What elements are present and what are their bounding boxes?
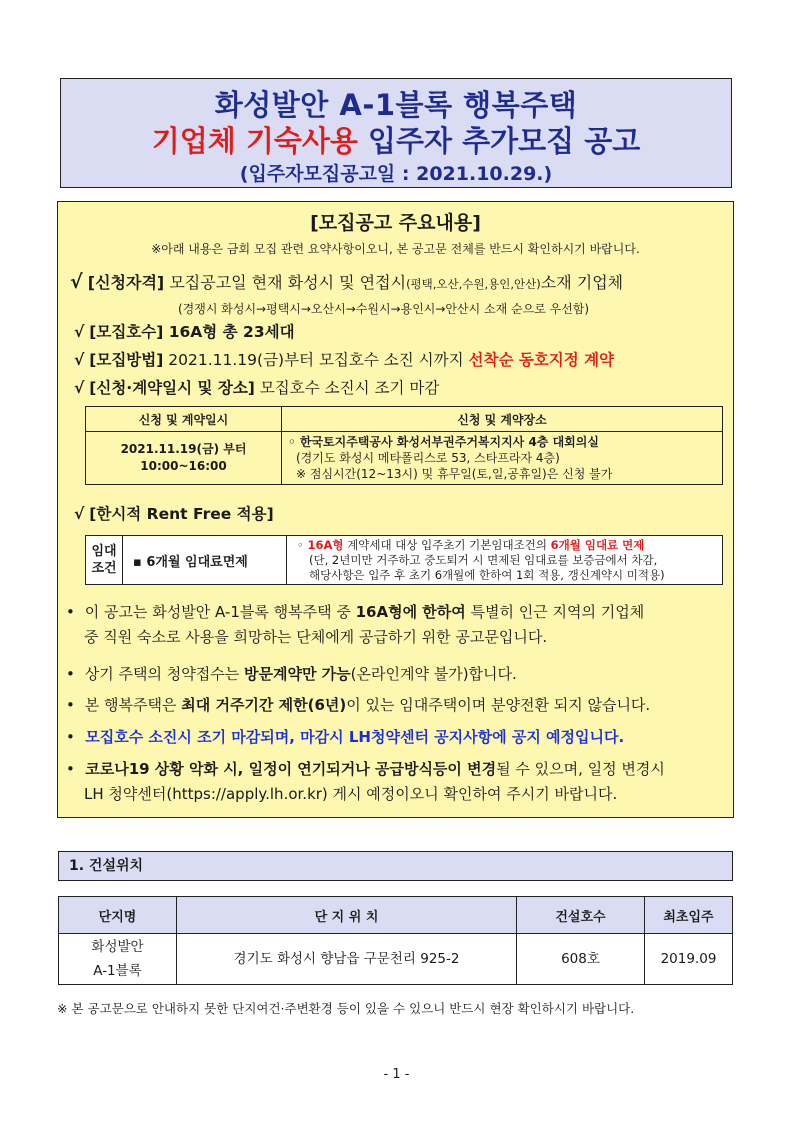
rent-condition-line-1: 임대 <box>91 544 117 559</box>
rent-free-label: [한시적 Rent Free 적용] <box>89 505 274 523</box>
complex-first-move-in: 2019.09 <box>645 934 733 985</box>
rent-free-table <box>85 535 723 585</box>
title-line-1: 화성발안 A-1블록 행복주택 <box>214 88 578 122</box>
rent-detail-line-2: (단, 2년미만 거주하고 중도퇴거 시 면제된 임대료를 보증금에서 차감, <box>309 552 658 567</box>
location-header-name: 단지명 <box>59 897 177 934</box>
bullet-item-4 <box>66 725 728 750</box>
bullet-dot: • <box>66 696 75 714</box>
schedule-date: 2021.11.19(금) 부터 <box>120 442 247 456</box>
schedule-place-text: 모집호수 소진시 조기 마감 <box>254 379 440 397</box>
schedule-place-address: (경기도 화성시 메타폴리스로 53, 스타프라자 4층) <box>296 451 560 465</box>
bullet-2-bold: 방문계약만 가능 <box>243 665 351 683</box>
location-header-units: 건설호수 <box>517 897 645 934</box>
location-header-address: 단 지 위 치 <box>177 897 517 934</box>
bullet-5-text-end: 될 수 있으며, 일정 변경시 <box>496 760 665 778</box>
check-mark: √ <box>74 379 85 397</box>
bullet-1-text: 이 공고는 화성발안 A-1블록 행복주택 중 <box>80 603 356 621</box>
bullet-3-bold: 최대 거주기간 제한(6년) <box>181 696 347 714</box>
bullet-4-text: 모집호수 소진시 조기 마감되며, 마감시 LH청약센터 공지사항에 공지 예정입니다. <box>80 728 625 746</box>
page-number: - 1 - <box>383 1067 410 1082</box>
title-highlight: 기업체 기숙사용 <box>151 124 358 158</box>
rent-detail-line-3: 해당사항은 입주 후 초기 6개월에 한하여 1회 적용, 갱신계약시 미적용) <box>309 567 665 582</box>
units-text: [모집호수] 16A형 총 23세대 <box>89 323 295 341</box>
complex-units: 608호 <box>517 934 645 985</box>
schedule-place-label: [신청·계약일시 및 장소] <box>89 379 255 397</box>
bullet-dot: • <box>66 665 75 683</box>
schedule-table <box>85 406 723 485</box>
units-row <box>74 320 295 342</box>
rent-detail-mark: ◦ <box>297 537 308 552</box>
method-row <box>74 348 614 370</box>
qualification-row <box>70 270 623 293</box>
method-highlight: 선착순 동호지정 계약 <box>468 351 615 369</box>
bullet-5-bold: 코로나19 상황 악화 시, 일정이 연기되거나 공급방식등이 변경 <box>80 760 497 778</box>
bullet-3-text: 본 행복주택은 <box>80 696 182 714</box>
rent-detail-cell <box>287 536 723 585</box>
qualification-text-end: 소재 기업체 <box>540 273 624 292</box>
qualification-text: 모집공고일 현재 화성시 및 연접시 <box>164 273 407 292</box>
bullet-dot: • <box>66 760 75 778</box>
bullet-item-2 <box>66 662 728 687</box>
bullet-2-text-end: (온라인계약 불가)합니다. <box>350 665 517 683</box>
schedule-place-cell <box>282 432 723 485</box>
bullet-item-3 <box>66 693 728 718</box>
complex-name-line-1: 화성발안 <box>91 939 144 955</box>
check-mark: √ <box>74 323 85 341</box>
rent-detail-line-1 <box>297 538 721 553</box>
location-table <box>58 896 733 985</box>
rent-detail-mid: 계약세대 대상 입주초기 기본임대조건의 <box>343 537 551 552</box>
title-box <box>60 78 732 188</box>
check-mark: √ <box>74 505 85 523</box>
summary-heading: [모집공고 주요내용] <box>310 212 481 234</box>
announcement-date: (입주자모집공고일 : 2021.10.29.) <box>239 163 553 185</box>
rent-condition-line-2: 조건 <box>91 561 117 576</box>
check-mark: √ <box>70 271 83 293</box>
schedule-header-place: 신청 및 계약장소 <box>282 407 723 432</box>
schedule-date-cell <box>86 432 282 485</box>
summary-box <box>57 201 734 818</box>
location-header-move-in: 최초입주 <box>645 897 733 934</box>
method-text: 2021.11.19(금)부터 모집호수 소진 시까지 <box>163 351 469 369</box>
bullet-5-line-2: LH 청약센터(https://apply.lh.or.kr) 게시 예정이오니 확인하여 주시기 바랍니다. <box>84 785 618 803</box>
schedule-header-date: 신청 및 계약일시 <box>86 407 282 432</box>
bullet-item-1 <box>66 600 728 650</box>
bullet-2-text: 상기 주택의 청약접수는 <box>80 665 244 683</box>
qualification-priority: (경쟁시 화성시→평택시→오산시→수원시→용인시→안산시 소재 순으로 우선함) <box>178 302 590 316</box>
table-row <box>59 934 733 985</box>
schedule-place-name: ◦ 한국토지주택공사 화성서부권주거복지지사 4층 대회의실 <box>288 435 599 449</box>
bullet-1-line-2: 중 직원 숙소로 사용을 희망하는 단체에게 공급하기 위한 공고문입니다. <box>84 628 548 646</box>
qualification-cities: (평택,오산,수원,용인,안산) <box>406 277 541 291</box>
site-check-note: ※ 본 공고문으로 안내하지 못한 단지여건·주변환경 등이 있을 수 있으니 반드시 현장 확인하시기 바랍니다. <box>57 1001 635 1016</box>
rent-free-row <box>74 502 274 524</box>
qualification-label: [신청자격] <box>87 273 165 292</box>
bullet-dot: • <box>66 728 75 746</box>
summary-note: ※아래 내용은 금회 모집 관련 요약사항이오니, 본 공고문 전체를 반드시 확인하시기 바랍니다. <box>151 242 640 256</box>
bullet-1-text-end: 특별히 인근 지역의 기업체 <box>465 603 645 621</box>
bullet-1-bold: 16A형에 한하여 <box>355 603 466 621</box>
complex-name-line-2: A-1블록 <box>93 963 142 979</box>
schedule-time: 10:00~16:00 <box>140 459 227 473</box>
rent-item: ▪ 6개월 임대료면제 <box>123 536 287 585</box>
bullet-item-5 <box>66 757 728 807</box>
schedule-place-row <box>74 376 439 398</box>
bullet-3-text-end: 이 있는 임대주택이며 분양전환 되지 않습니다. <box>346 696 651 714</box>
rent-detail-type: 16A형 <box>307 537 344 552</box>
complex-address: 경기도 화성시 향남읍 구문천리 925-2 <box>177 934 517 985</box>
check-mark: √ <box>74 351 85 369</box>
bullet-dot: • <box>66 603 75 621</box>
schedule-place-note: ※ 점심시간(12~13시) 및 휴무일(토,일,공휴일)은 신청 불가 <box>296 467 613 481</box>
rent-detail-highlight: 6개월 임대료 면제 <box>550 537 645 552</box>
method-label: [모집방법] <box>89 351 164 369</box>
title-line-2-rest: 입주자 추가모집 공고 <box>357 124 641 158</box>
title-line-2 <box>61 119 731 160</box>
section-1-heading: 1. 건설위치 <box>58 851 733 881</box>
rent-condition-label <box>86 536 123 585</box>
complex-name-cell <box>59 934 177 985</box>
